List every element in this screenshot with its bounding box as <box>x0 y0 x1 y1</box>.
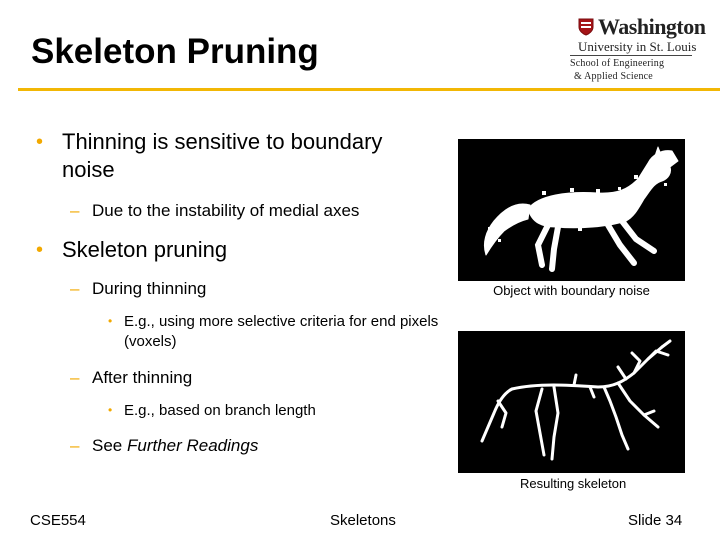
bullet-dash: – <box>70 279 80 298</box>
footer-topic: Skeletons <box>330 512 396 529</box>
subsubbullet-selective-criteria <box>108 312 458 352</box>
horse-silhouette <box>458 139 685 281</box>
horse-skeleton <box>458 331 685 473</box>
subbullet-further-readings <box>70 435 410 457</box>
bullet-dot: • <box>36 239 44 261</box>
bullet-text: During thinning <box>92 279 207 298</box>
bullet-text: Thinning is sensitive to boundary noise <box>62 129 383 182</box>
bullet-dash: – <box>70 368 80 387</box>
bullet-dot: • <box>36 131 44 153</box>
subbullet-after-thinning <box>70 367 410 389</box>
subsubbullet-branch-length <box>108 401 458 421</box>
bullet-dot: • <box>108 314 113 328</box>
subbullet-during-thinning <box>70 278 410 300</box>
bullet-text: E.g., using more selective criteria for end pixels (voxels) <box>124 313 439 350</box>
subbullet-instability <box>70 200 410 222</box>
logo-line-3: School of Engineering <box>570 58 665 69</box>
bullet-text: E.g., based on branch length <box>124 402 316 419</box>
skeleton-image <box>458 331 685 473</box>
figure-caption-skeleton: Resulting skeleton <box>520 476 627 491</box>
bullet-dash: – <box>70 436 80 455</box>
bullet-text: After thinning <box>92 368 193 387</box>
shield-icon <box>578 18 594 36</box>
bullet-text-prefix: See <box>92 436 127 455</box>
bullet-dot: • <box>108 403 113 417</box>
bullet-thinning-sensitive <box>36 128 436 184</box>
logo-line-2: University in St. Louis <box>578 39 697 54</box>
further-readings-emphasis: Further Readings <box>126 436 259 455</box>
logo-line-1: Washington <box>598 14 706 39</box>
logo-line-4: & Applied Science <box>574 71 653 82</box>
bullet-dash: – <box>70 201 80 220</box>
bullet-text <box>92 435 258 457</box>
bullet-skeleton-pruning <box>36 236 436 264</box>
logo-divider <box>570 55 692 56</box>
university-logo <box>566 14 706 84</box>
slide-title: Skeleton Pruning <box>31 32 319 71</box>
footer-course: CSE554 <box>30 512 86 529</box>
figure-caption-noisy: Object with boundary noise <box>493 283 650 298</box>
noisy-horse-image <box>458 139 685 281</box>
bullet-text: Skeleton pruning <box>62 237 228 262</box>
title-rule <box>18 88 720 91</box>
footer-slide-number: Slide 34 <box>628 512 683 529</box>
bullet-text: Due to the instability of medial axes <box>92 201 360 220</box>
